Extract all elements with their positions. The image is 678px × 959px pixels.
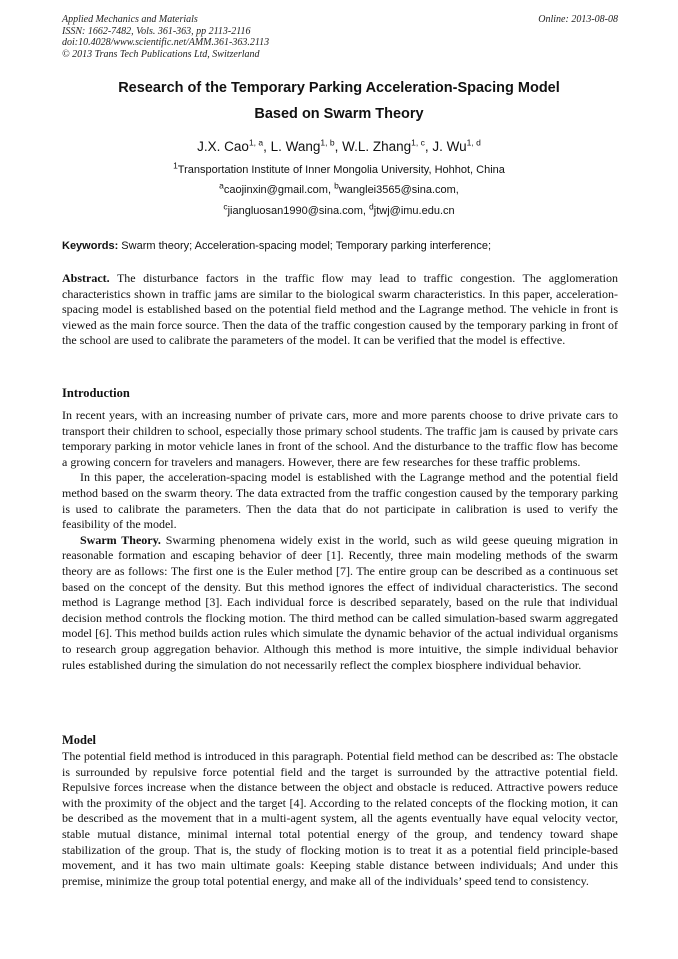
email-sup: d — [369, 201, 374, 212]
affiliation-sup: 1 — [173, 160, 178, 171]
paper-title-line1: Research of the Temporary Parking Acceleration-Spacing Model — [118, 80, 560, 96]
paragraph: The potential field method is introduced in this paragraph. Potential field method can be described as: The obstacle is surrounded by repulsive force potential field and the target is surrounded by the attractive potential field. Repulsive forces increase when the distance between the object and obstacle is reduced. Attractive powers reduce with the proximity of the object and the target [4]. According to the related concepts of the flocking motion, it can be described as the movement that in a multi-agent system, all the agents eventually have equal velocity vector, stable mutual distance, minimal internal total potential energy of the group, and tendency toward shape stabilization of the group. That is, the study of flocking motion is to treat it as a potential field principle-based movement, and it has two main ultimate goals: Keeping stable distance between individuals; And under this premise, minimize the group total potential energy, and make all of the individuals’ speed tend to consistency. — [62, 749, 618, 888]
subsection-label: Swarm Theory. — [80, 532, 161, 547]
email-address: jiangluosan1990@sina.com, — [227, 205, 370, 217]
author-sup: 1, b — [320, 137, 335, 148]
author-sup: 1, d — [466, 137, 481, 148]
email-line-1 — [62, 180, 616, 196]
paragraph — [62, 533, 618, 673]
affiliation — [62, 160, 616, 176]
journal-header — [62, 14, 618, 60]
abstract-text: The disturbance factors in the traffic flow may lead to traffic congestion. The agglomeration characteristics shown in traffic jams are similar to the biological swarm characteristics. In this paper, acceleration- spacing model is established based on the potential field method and the Lagrange method. The vehicle in front is viewed as the main force source. Then the data of the traffic congestion caused by the temporary parking in front of the school are used to calibrate the parameters of the model. It can be verified that the model is effective. — [62, 271, 618, 348]
paper-title-line2: Based on Swarm Theory — [254, 106, 424, 122]
author-sup: 1, c — [411, 137, 425, 148]
abstract — [62, 271, 618, 349]
introduction-body — [62, 408, 618, 673]
keywords — [62, 240, 618, 252]
affiliation-text: Transportation Institute of Inner Mongolia University, Hohhot, China — [177, 164, 505, 176]
author-separator: , — [424, 139, 433, 154]
author-separator: , — [263, 139, 271, 154]
journal-name: Applied Mechanics and Materials — [62, 14, 198, 25]
abstract-label: Abstract. — [62, 271, 110, 285]
issn-line: ISSN: 1662-7482, Vols. 361-363, pp 2113-2116 — [62, 25, 251, 37]
model-body — [62, 749, 618, 889]
author-name: L. Wang — [270, 139, 321, 154]
author-sup: 1, a — [248, 137, 264, 148]
section-heading-model: Model — [62, 733, 97, 747]
author-separator: , — [334, 139, 343, 154]
copyright-line: © 2013 Trans Tech Publications Ltd, Switzerland — [62, 48, 260, 60]
email-address: caojinxin@gmail.com, — [223, 184, 335, 196]
keywords-label: Keywords: — [62, 240, 119, 252]
email-sup: c — [223, 201, 228, 212]
email-sup: a — [219, 180, 224, 191]
email-sup: b — [334, 180, 339, 191]
email-address: jtwj@imu.edu.cn — [373, 205, 455, 217]
online-date: Online: 2013-08-08 — [538, 14, 618, 25]
author-name: J. Wu — [432, 139, 467, 154]
author-name: J.X. Cao — [197, 139, 249, 154]
author-list — [62, 139, 616, 154]
email-line-2 — [62, 201, 616, 217]
keywords-text: Swarm theory; Acceleration-spacing model; Temporary parking interference; — [118, 240, 491, 252]
email-address: wanglei3565@sina.com, — [338, 184, 459, 196]
doi-line: doi:10.4028/www.scientific.net/AMM.361-363.2113 — [62, 37, 270, 48]
paragraph: In recent years, with an increasing number of private cars, more and more parents choose to drive private cars to transport their children to school, especially those primary school students. The traffic jam is caused by private cars temporary parking in motor vehicle lanes in front of the school. And the disturbance to the traffic flow has become a growing concern for travelers and managers. However, there are few researches for these traffic problems. — [62, 408, 618, 469]
paragraph: In this paper, the acceleration-spacing model is established with the Lagrange method and the potential field method based on the swarm theory. The data extracted from the traffic congestion caused by the temporary parking is used to calibrate the parameters. Then the data that do not participate in calibration is used to verify the feasibility of the model. — [62, 470, 618, 532]
section-heading-introduction: Introduction — [62, 386, 130, 400]
author-name: W.L. Zhang — [342, 139, 412, 154]
paragraph-text: Swarming phenomena widely exist in the world, such as wild geese queuing migration in reasonable formation and escaping behavior of deer [1]. Recently, three main modeling methods of the swarm theory are as follows: The first one is the Euler method [7]. The entire group can be described as a continuous set based on the concept of the density. But this method ignores the effect of individual characteristics. The second method is Lagrange method [3]. Each individual force is described separately, based on the rule that individual decision method controls the flocking motion. The third method can be called simulation-based swarm aggregated model [6]. This method builds action rules which simulate the dynamic behavior of the actual individual organisms to research group aggregation behavior. Although this method is more intuitive, the simple individual behavior rules established during the simulation do not necessarily reflect the complex biosphere individual behavior. — [62, 532, 618, 672]
